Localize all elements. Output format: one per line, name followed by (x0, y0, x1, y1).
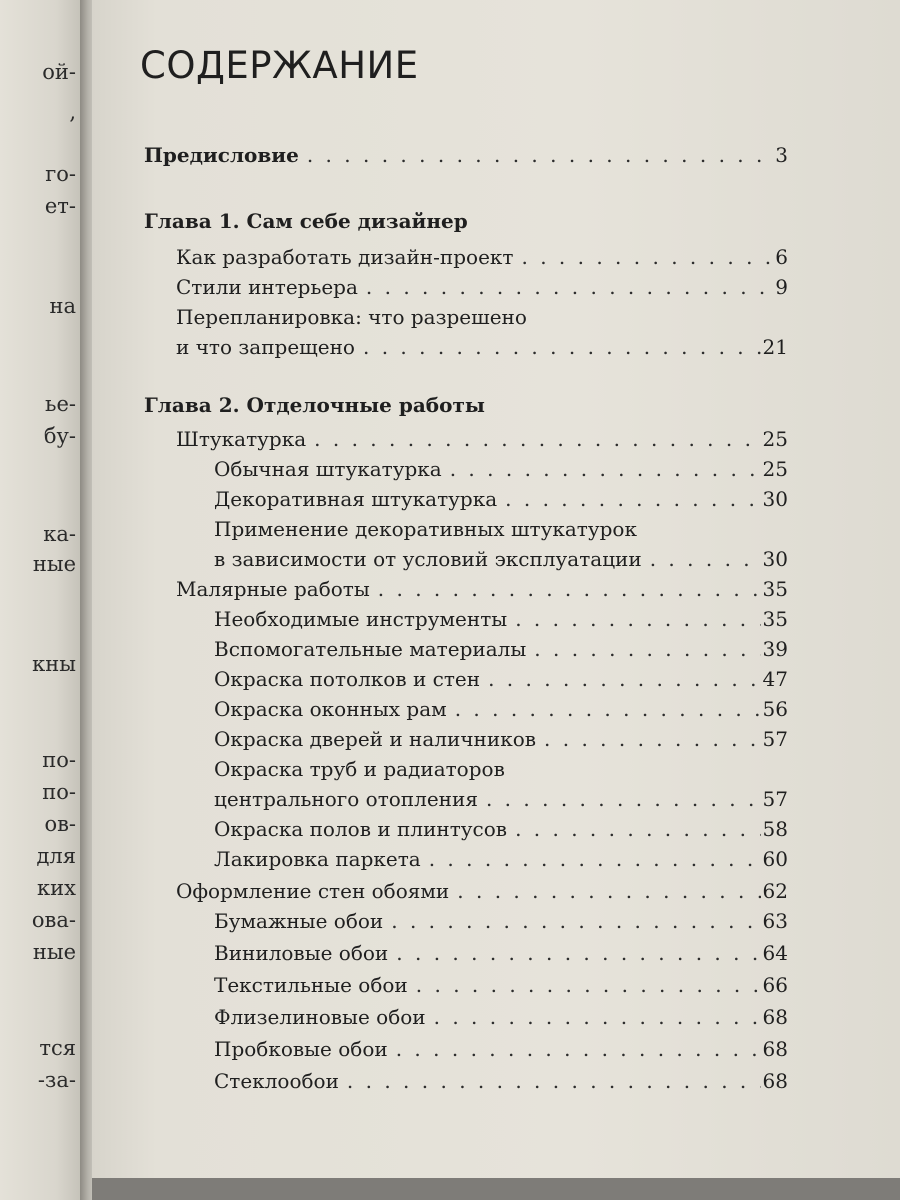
toc-entry (214, 454, 788, 484)
left-page-fragment: ные (32, 552, 76, 576)
toc-entry-label: Окраска оконных рам (214, 697, 447, 721)
toc-page-number: 58 (762, 817, 788, 841)
toc-entry-label: Окраска потолков и стен (214, 667, 481, 691)
dot-leader (457, 876, 760, 906)
toc-entry (214, 484, 788, 514)
left-page-fragment: ет- (44, 194, 76, 218)
left-page-fragment: для (36, 844, 76, 868)
dot-leader (391, 906, 760, 936)
toc-entry-label: Флизелиновые обои (214, 1005, 426, 1029)
toc-page-number: 6 (775, 245, 788, 269)
left-page-fragment: кны (32, 652, 76, 676)
dot-leader (486, 784, 761, 814)
toc-page-number: 3 (775, 143, 788, 167)
dot-leader (434, 1002, 761, 1032)
toc-entry (214, 544, 788, 574)
dot-leader (455, 694, 761, 724)
toc-entry (214, 724, 788, 754)
dot-leader (363, 332, 761, 362)
dot-leader (521, 242, 773, 272)
toc-entry (214, 604, 788, 634)
toc-entry-label: Лакировка паркета (214, 847, 421, 871)
toc-entry-label: Бумажные обои (214, 909, 384, 933)
toc-entry-label: и что запрещено (176, 335, 355, 359)
toc-page-number: 68 (762, 1069, 788, 1093)
toc-entry-label: Применение декоративных штукатурок (214, 517, 637, 541)
toc-entry (176, 242, 788, 272)
page-title: СОДЕРЖАНИЕ (140, 44, 419, 87)
dot-leader (314, 424, 760, 454)
chapter-heading: Глава 2. Отделочные работы (144, 393, 485, 417)
toc-entry-label: центрального отопления (214, 787, 478, 811)
toc-page-number: 25 (762, 427, 788, 451)
left-page-fragment: на (49, 294, 76, 318)
dot-leader (416, 970, 761, 1000)
dot-leader (515, 814, 760, 844)
toc-page-number: 63 (762, 909, 788, 933)
page-bottom-edge (92, 1178, 900, 1200)
left-page-fragment: тся (39, 1036, 76, 1060)
left-facing-page (0, 0, 80, 1200)
toc-page-number: 66 (762, 973, 788, 997)
left-page-fragment: го- (45, 162, 76, 186)
toc-entry-label: Вспомогательные материалы (214, 637, 527, 661)
dot-leader (429, 844, 761, 874)
left-page-fragment: , (69, 100, 76, 124)
toc-entry-label: Декоративная штукатурка (214, 487, 498, 511)
toc-entry (214, 1066, 788, 1096)
toc-page-number: 57 (762, 787, 788, 811)
toc-page-number: 25 (762, 457, 788, 481)
toc-entry (214, 694, 788, 724)
toc-page-number: 62 (762, 879, 788, 903)
toc-entry-label: Стили интерьера (176, 275, 358, 299)
toc-entry-label: Малярные работы (176, 577, 370, 601)
toc-entry-label: Предисловие (144, 143, 299, 167)
toc-entry (214, 664, 788, 694)
left-page-fragment: ова- (31, 908, 76, 932)
dot-leader (396, 938, 760, 968)
toc-page-number: 47 (762, 667, 788, 691)
left-page-fragment: по- (42, 748, 76, 772)
toc-entry (214, 970, 788, 1000)
toc-entry (176, 272, 788, 302)
toc-page-number: 30 (762, 547, 788, 571)
left-page-fragment: ой- (42, 60, 76, 84)
toc-page-number: 68 (762, 1037, 788, 1061)
toc-entry-preface (144, 140, 788, 170)
dot-leader (534, 634, 760, 664)
toc-entry (214, 1002, 788, 1032)
toc-entry-label: в зависимости от условий эксплуатации (214, 547, 642, 571)
dot-leader (450, 454, 761, 484)
chapter-heading: Глава 1. Сам себе дизайнер (144, 209, 468, 233)
toc-entry (214, 814, 788, 844)
dot-leader (396, 1034, 761, 1064)
dot-leader (488, 664, 760, 694)
toc-entry (214, 906, 788, 936)
toc-entry-label: Виниловые обои (214, 941, 389, 965)
toc-entry (176, 424, 788, 454)
toc-entry-label: Обычная штукатурка (214, 457, 442, 481)
toc-entry-label: Необходимые инструменты (214, 607, 508, 631)
toc-entry (214, 844, 788, 874)
toc-page-number: 39 (762, 637, 788, 661)
toc-entry-label: Как разработать дизайн-проект (176, 245, 514, 269)
toc-entry-label: Окраска труб и радиаторов (214, 757, 505, 781)
left-page-fragment: ов- (44, 812, 76, 836)
toc-page-number: 57 (762, 727, 788, 751)
toc-page-number: 30 (762, 487, 788, 511)
dot-leader (650, 544, 761, 574)
toc-entry (176, 574, 788, 604)
toc-entry-label: Текстильные обои (214, 973, 408, 997)
toc-entry-label: Окраска дверей и наличников (214, 727, 537, 751)
toc-page-number: 68 (762, 1005, 788, 1029)
dot-leader (366, 272, 773, 302)
contents-page (92, 0, 900, 1178)
toc-page-number: 60 (762, 847, 788, 871)
left-page-fragment: ье- (45, 392, 76, 416)
toc-entry (176, 876, 788, 906)
toc-entry-label: Штукатурка (176, 427, 307, 451)
toc-entry (214, 1034, 788, 1064)
toc-page-number: 9 (775, 275, 788, 299)
toc-entry (176, 332, 788, 362)
left-page-fragment: по- (42, 780, 76, 804)
toc-entry-label: Стеклообои (214, 1069, 339, 1093)
dot-leader (378, 574, 761, 604)
left-page-fragment: бу- (43, 424, 76, 448)
toc-entry-label: Пробковые обои (214, 1037, 388, 1061)
left-page-fragment: ких (37, 876, 76, 900)
dot-leader (347, 1066, 761, 1096)
toc-entry (214, 634, 788, 664)
toc-page-number: 64 (762, 941, 788, 965)
dot-leader (515, 604, 760, 634)
toc-entry-label: Окраска полов и плинтусов (214, 817, 508, 841)
toc-page-number: 56 (762, 697, 788, 721)
left-page-fragment: -за- (37, 1068, 76, 1092)
toc-entry-label: Оформление стен обоями (176, 879, 450, 903)
toc-entry (214, 784, 788, 814)
dot-leader (505, 484, 760, 514)
dot-leader (307, 140, 773, 170)
left-page-fragment: ка- (43, 522, 76, 546)
toc-page-number: 21 (762, 335, 788, 359)
toc-page-number: 35 (762, 607, 788, 631)
toc-entry-label: Перепланировка: что разрешено (176, 305, 527, 329)
left-page-fragment: ные (32, 940, 76, 964)
toc-page-number: 35 (762, 577, 788, 601)
toc-entry (214, 938, 788, 968)
dot-leader (544, 724, 761, 754)
